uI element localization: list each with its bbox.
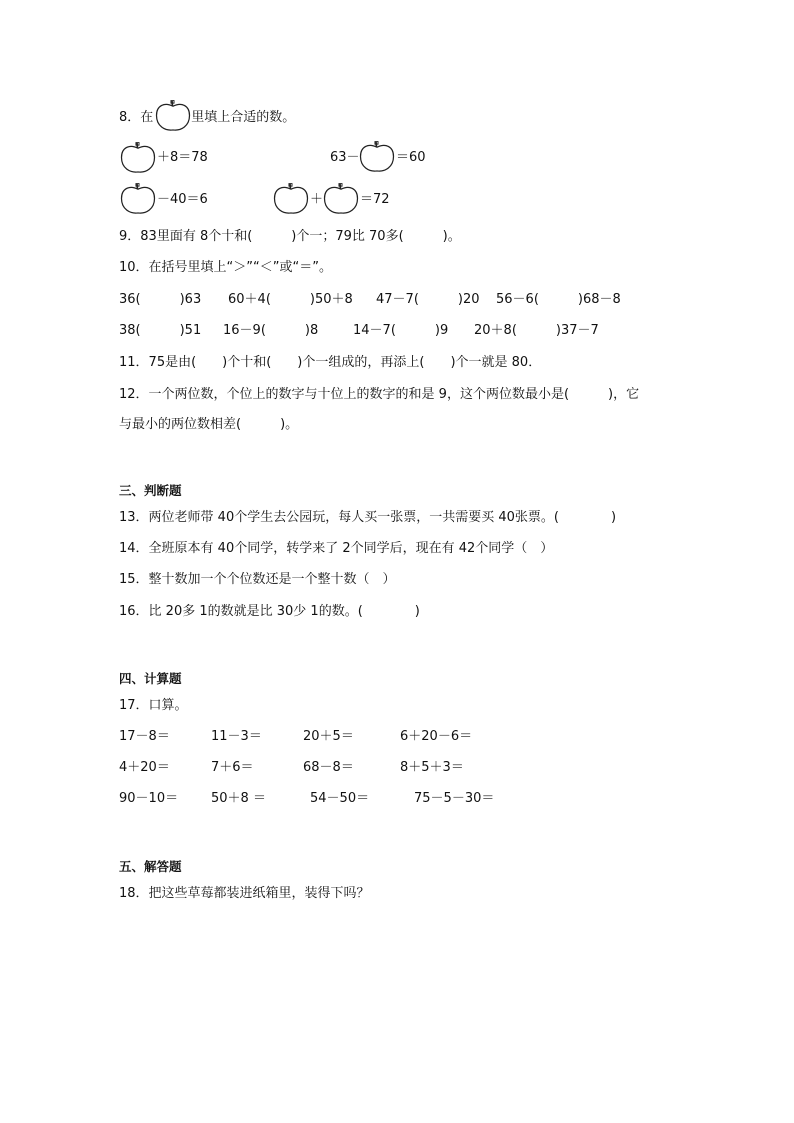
calc-r1-c3: 20＋5＝ <box>303 729 354 744</box>
q8-intro <box>119 108 295 128</box>
calc-r3-c2: 50＋8 ＝ <box>211 791 266 806</box>
q10-r2-c2: 16－9( )8 <box>223 323 319 338</box>
apple-outline-icon <box>119 182 157 215</box>
q17: 17．口算。 <box>119 698 188 713</box>
apple-outline-icon <box>322 182 360 215</box>
q18: 18．把这些草莓都装进纸箱里，装得下吗？ <box>119 886 370 901</box>
q8-eq2-post: ＝60 <box>396 150 426 165</box>
q10-r2-c4: 20＋8( )37－7 <box>474 323 599 338</box>
q14: 14．全班原本有 40个同学，转学来了 2个同学后，现在有 42个同学（ ） <box>119 541 554 556</box>
calc-r2-c2: 7＋6＝ <box>211 760 254 775</box>
apple-outline-icon <box>358 140 396 173</box>
q10-r1-c1: 36( )63 <box>119 292 202 307</box>
q12-line2: 与最小的两位数相差( )。 <box>119 417 299 432</box>
section-3-title: 三、判断题 <box>119 483 182 498</box>
q8-intro-before: 8．在 <box>119 110 154 125</box>
apple-outline-icon <box>119 141 157 174</box>
q9: 9．83里面有 8个十和( )个一；79比 70多( )。 <box>119 229 461 244</box>
calc-r2-c1: 4＋20＝ <box>119 760 170 775</box>
q8-eq4-post: ＝72 <box>360 192 390 207</box>
q8-eq3: －40＝6 <box>157 192 208 207</box>
calc-r1-c4: 6＋20－6＝ <box>400 729 473 744</box>
q8-eq1: ＋8＝78 <box>157 150 208 165</box>
q8-eq2-pre: 63－ <box>330 150 360 165</box>
section-5-title: 五、解答题 <box>119 859 182 874</box>
q10-r1-c3: 47－7( )20 <box>376 292 480 307</box>
calc-r1-c2: 11－3＝ <box>211 729 262 744</box>
q15: 15．整十数加一个个位数还是一个整十数（ ） <box>119 572 396 587</box>
q16: 16．比 20多 1的数就是比 30少 1的数。( ) <box>119 604 420 619</box>
apple-outline-icon <box>272 182 310 215</box>
calc-r1-c1: 17－8＝ <box>119 729 170 744</box>
calc-r3-c1: 90－10＝ <box>119 791 179 806</box>
q10-r1-c4: 56－6( )68－8 <box>496 292 621 307</box>
q12-line1: 12．一个两位数，个位上的数字与十位上的数字的和是 9，这个两位数最小是( )，它 <box>119 387 640 402</box>
section-4-title: 四、计算题 <box>119 671 182 686</box>
q10-r2-c3: 14－7( )9 <box>353 323 449 338</box>
calc-r3-c3: 54－50＝ <box>310 791 370 806</box>
calc-r2-c4: 8＋5＋3＝ <box>400 760 464 775</box>
q10-r2-c1: 38( )51 <box>119 323 202 338</box>
q13: 13．两位老师带 40个学生去公园玩，每人买一张票，一共需要买 40张票。( ) <box>119 510 617 525</box>
q10-prompt: 10．在括号里填上“＞”“＜”或“＝”。 <box>119 260 332 275</box>
calc-r2-c3: 68－8＝ <box>303 760 354 775</box>
calc-r3-c4: 75－5－30＝ <box>414 791 495 806</box>
q8-intro-after: 里填上合适的数。 <box>191 110 296 125</box>
q8-eq4-mid: ＋ <box>310 192 324 207</box>
q11: 11．75是由( )个十和( )个一组成的，再添上( )个一就是 80． <box>119 355 542 370</box>
apple-outline-icon <box>154 99 192 132</box>
q10-r1-c2: 60＋4( )50＋8 <box>228 292 353 307</box>
